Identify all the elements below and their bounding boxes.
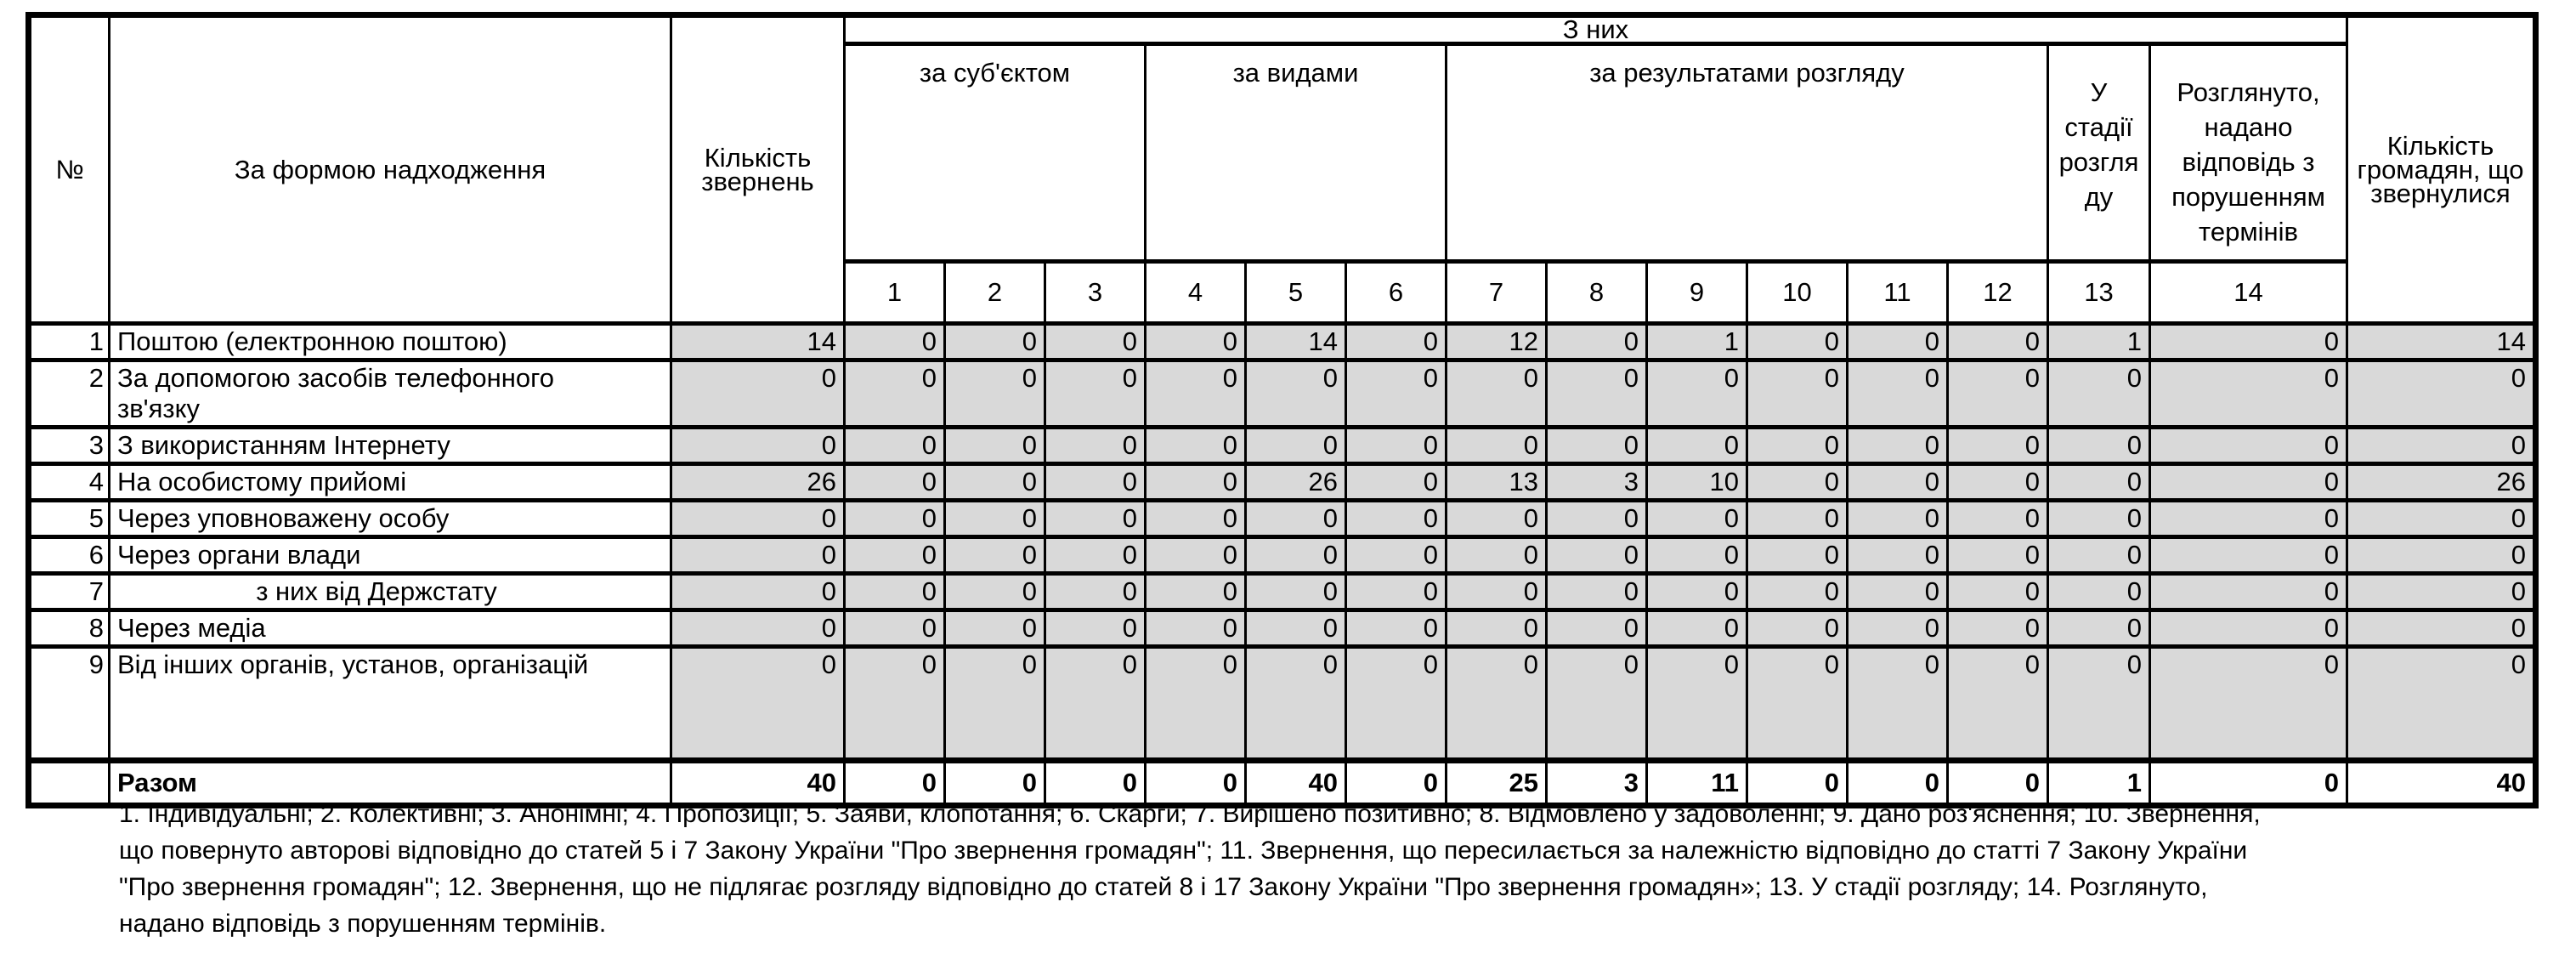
row-value: 0 — [1447, 610, 1547, 647]
row-value: 0 — [945, 537, 1045, 574]
row-citizens: 14 — [2347, 324, 2536, 360]
row-value: 0 — [1045, 610, 1146, 647]
header-group-by-type: за видами — [1146, 44, 1447, 262]
row-citizens: 26 — [2347, 464, 2536, 501]
row-value: 40 — [1246, 761, 1346, 806]
row-value: 0 — [2150, 537, 2347, 574]
row-value: 0 — [945, 574, 1045, 610]
header-form: За формою надходження — [110, 15, 671, 324]
row-number: 6 — [29, 537, 110, 574]
table-row — [29, 324, 2536, 360]
row-value: 0 — [1848, 647, 1948, 761]
row-value: 0 — [1346, 360, 1447, 428]
row-value: 0 — [1747, 428, 1848, 464]
row-value: 0 — [1146, 501, 1246, 537]
row-label: Разом — [110, 761, 671, 806]
row-value: 0 — [1045, 761, 1146, 806]
row-number: 1 — [29, 324, 110, 360]
row-label: З використанням Інтернету — [110, 428, 671, 464]
row-value: 0 — [1747, 501, 1848, 537]
row-value: 0 — [1848, 428, 1948, 464]
row-value: 0 — [1346, 324, 1447, 360]
row-value: 0 — [1447, 647, 1547, 761]
row-value: 0 — [1547, 501, 1647, 537]
row-value: 11 — [1647, 761, 1747, 806]
row-label: За допомогою засобів телефонного зв'язку — [110, 360, 671, 428]
row-value: 0 — [1547, 610, 1647, 647]
row-value: 3 — [1547, 464, 1647, 501]
row-value: 0 — [1848, 610, 1948, 647]
row-value: 0 — [845, 647, 945, 761]
appeals-table — [25, 12, 2539, 808]
row-value: 0 — [1045, 464, 1146, 501]
row-value: 0 — [1747, 647, 1848, 761]
row-value: 0 — [945, 647, 1045, 761]
row-value: 0 — [1647, 574, 1747, 610]
row-count: 0 — [671, 428, 845, 464]
row-value: 0 — [1045, 501, 1146, 537]
header-col-number: 5 — [1246, 262, 1346, 324]
row-value: 0 — [1948, 537, 2048, 574]
row-value: 0 — [2150, 360, 2347, 428]
header-col-number: 2 — [945, 262, 1045, 324]
footnote-line: що повернуто авторові відповідно до статей 5 і 7 Закону України "Про звернення громадян"; 11. Звернення, що пересилається за належністю відповідно до статті 7 Закону України — [119, 837, 2248, 865]
row-value: 0 — [1447, 360, 1547, 428]
row-value: 3 — [1547, 761, 1647, 806]
row-value: 0 — [945, 428, 1045, 464]
row-value: 0 — [1246, 537, 1346, 574]
row-value: 0 — [1747, 574, 1848, 610]
row-value: 0 — [1045, 537, 1146, 574]
row-value: 14 — [1246, 324, 1346, 360]
table-row — [29, 360, 2536, 428]
row-count: 0 — [671, 610, 845, 647]
row-value: 0 — [1346, 464, 1447, 501]
row-value: 0 — [1246, 647, 1346, 761]
row-value: 0 — [1948, 610, 2048, 647]
row-value: 0 — [1447, 428, 1547, 464]
row-citizens: 0 — [2347, 360, 2536, 428]
row-value: 0 — [845, 574, 945, 610]
row-value: 0 — [2150, 761, 2347, 806]
row-value: 0 — [1547, 574, 1647, 610]
row-value: 0 — [845, 501, 945, 537]
row-count: 0 — [671, 360, 845, 428]
header-of-them: З них — [845, 15, 2347, 44]
row-value: 0 — [1246, 360, 1346, 428]
table-row — [29, 501, 2536, 537]
row-value: 0 — [1848, 324, 1948, 360]
row-label: Через органи влади — [110, 537, 671, 574]
row-value: 0 — [2150, 610, 2347, 647]
row-value: 0 — [2150, 647, 2347, 761]
row-value: 0 — [1045, 428, 1146, 464]
row-value: 13 — [1447, 464, 1547, 501]
row-value: 0 — [1848, 537, 1948, 574]
row-value: 0 — [845, 464, 945, 501]
row-count: 0 — [671, 537, 845, 574]
row-value: 0 — [1547, 537, 1647, 574]
row-label: з них від Держстату — [110, 574, 671, 610]
row-value: 0 — [1146, 360, 1246, 428]
row-value: 0 — [1146, 610, 1246, 647]
header-citizens: Кількість громадян, що звернулися — [2347, 15, 2536, 324]
row-value: 0 — [945, 464, 1045, 501]
row-value: 0 — [1447, 574, 1547, 610]
row-value: 0 — [1346, 761, 1447, 806]
row-value: 0 — [1948, 428, 2048, 464]
row-value: 0 — [845, 428, 945, 464]
row-value: 0 — [1747, 761, 1848, 806]
header-count: Кількість звернень — [671, 15, 845, 324]
row-citizens: 0 — [2347, 647, 2536, 761]
row-value: 0 — [1948, 574, 2048, 610]
row-value: 0 — [945, 761, 1045, 806]
row-value: 0 — [2048, 537, 2150, 574]
row-value: 0 — [945, 610, 1045, 647]
header-row-of-them — [29, 15, 2536, 44]
row-number: 8 — [29, 610, 110, 647]
row-number: 4 — [29, 464, 110, 501]
table-body — [29, 324, 2536, 806]
row-value: 0 — [1547, 647, 1647, 761]
row-value: 0 — [1547, 324, 1647, 360]
row-value: 1 — [2048, 761, 2150, 806]
row-value: 0 — [2048, 360, 2150, 428]
row-value: 0 — [1146, 537, 1246, 574]
row-number — [29, 761, 110, 806]
row-value: 0 — [1146, 464, 1246, 501]
row-value: 0 — [1647, 428, 1747, 464]
header-col-number: 9 — [1647, 262, 1747, 324]
row-count: 26 — [671, 464, 845, 501]
row-citizens: 0 — [2347, 574, 2536, 610]
row-value: 0 — [1747, 537, 1848, 574]
row-value: 0 — [1848, 501, 1948, 537]
row-label: Через медіа — [110, 610, 671, 647]
row-value: 0 — [945, 501, 1045, 537]
row-value: 0 — [845, 610, 945, 647]
row-number: 7 — [29, 574, 110, 610]
table-row — [29, 647, 2536, 761]
row-number: 5 — [29, 501, 110, 537]
row-value: 0 — [845, 537, 945, 574]
table-row — [29, 610, 2536, 647]
row-value: 26 — [1246, 464, 1346, 501]
row-value: 0 — [1747, 360, 1848, 428]
row-value: 0 — [1547, 360, 1647, 428]
row-count: 0 — [671, 501, 845, 537]
row-value: 0 — [2150, 428, 2347, 464]
row-value: 0 — [1848, 761, 1948, 806]
row-value: 0 — [1146, 324, 1246, 360]
row-value: 0 — [1045, 574, 1146, 610]
row-value: 10 — [1647, 464, 1747, 501]
header-col-number: 6 — [1346, 262, 1447, 324]
header-group-by-subject: за суб'єктом — [845, 44, 1146, 262]
row-value: 1 — [1647, 324, 1747, 360]
row-value: 0 — [1948, 761, 2048, 806]
row-value: 0 — [1246, 501, 1346, 537]
row-value: 0 — [1647, 360, 1747, 428]
row-value: 0 — [2150, 324, 2347, 360]
header-col-number: 8 — [1547, 262, 1647, 324]
row-value: 0 — [2150, 501, 2347, 537]
row-value: 0 — [1848, 464, 1948, 501]
row-value: 0 — [1647, 647, 1747, 761]
header-col-number: 7 — [1447, 262, 1547, 324]
row-value: 0 — [845, 360, 945, 428]
row-value: 0 — [2150, 574, 2347, 610]
row-value: 0 — [1346, 537, 1447, 574]
row-value: 0 — [1146, 428, 1246, 464]
header-no: № — [29, 15, 110, 324]
row-value: 0 — [1146, 647, 1246, 761]
header-col-number: 13 — [2048, 262, 2150, 324]
row-value: 0 — [2048, 610, 2150, 647]
footnote — [119, 796, 2567, 942]
header-col-number: 11 — [1848, 262, 1948, 324]
footnote-line: 1. Індивідуальні; 2. Колективні; 3. Анонімні; 4. Пропозиції; 5. Заяви, клопотання; 6. Скарги; 7. Вирішено позитивно; 8. Відмовлено у задоволенні; 9. Дано роз'яснення; 10. Звернення, — [119, 800, 2261, 828]
row-value: 0 — [2048, 647, 2150, 761]
header-col-number: 12 — [1948, 262, 2048, 324]
header-col-number: 10 — [1747, 262, 1848, 324]
row-count: 0 — [671, 647, 845, 761]
table-row — [29, 574, 2536, 610]
row-label: Поштою (електронною поштою) — [110, 324, 671, 360]
row-citizens: 0 — [2347, 537, 2536, 574]
header-group-in-progress: У стадії розгляду — [2048, 44, 2150, 262]
row-citizens: 40 — [2347, 761, 2536, 806]
row-label: На особистому прийомі — [110, 464, 671, 501]
row-value: 0 — [2048, 501, 2150, 537]
header-group-overdue: Розглянуто, надано відповідь з порушенням термінів — [2150, 44, 2347, 262]
footnote-line: "Про звернення громадян"; 12. Звернення, що не підлягає розгляду відповідно до статей 8 і 17 Закону України "Про звернення громадян»; 13. У стадії розгляду; 14. Розглянуто, — [119, 873, 2208, 901]
row-value: 0 — [2150, 464, 2347, 501]
row-citizens: 0 — [2347, 501, 2536, 537]
row-value: 0 — [1848, 574, 1948, 610]
row-value: 0 — [1346, 428, 1447, 464]
row-value: 0 — [1747, 464, 1848, 501]
row-value: 0 — [1146, 574, 1246, 610]
row-value: 0 — [1346, 610, 1447, 647]
row-value: 25 — [1447, 761, 1547, 806]
row-value: 0 — [1246, 428, 1346, 464]
row-value: 0 — [1948, 464, 2048, 501]
row-label: Через уповноважену особу — [110, 501, 671, 537]
row-number: 9 — [29, 647, 110, 761]
row-value: 0 — [1447, 537, 1547, 574]
header-col-number: 4 — [1146, 262, 1246, 324]
row-value: 0 — [1346, 574, 1447, 610]
row-value: 0 — [1948, 324, 2048, 360]
row-value: 0 — [1747, 610, 1848, 647]
table-row — [29, 428, 2536, 464]
row-value: 0 — [1647, 610, 1747, 647]
row-value: 0 — [945, 324, 1045, 360]
row-value: 1 — [2048, 324, 2150, 360]
table-row — [29, 464, 2536, 501]
row-value: 0 — [1447, 501, 1547, 537]
row-value: 0 — [1948, 360, 2048, 428]
row-value: 0 — [1045, 360, 1146, 428]
row-value: 0 — [1246, 610, 1346, 647]
row-count: 0 — [671, 574, 845, 610]
row-value: 0 — [1146, 761, 1246, 806]
row-value: 0 — [1647, 537, 1747, 574]
row-value: 0 — [1547, 428, 1647, 464]
row-value: 0 — [945, 360, 1045, 428]
header-col-number: 3 — [1045, 262, 1146, 324]
row-citizens: 0 — [2347, 610, 2536, 647]
row-number: 2 — [29, 360, 110, 428]
row-value: 0 — [845, 324, 945, 360]
row-count: 14 — [671, 324, 845, 360]
row-value: 0 — [845, 761, 945, 806]
table-row — [29, 537, 2536, 574]
row-value: 0 — [1045, 324, 1146, 360]
footnote-line: надано відповідь з порушенням термінів. — [119, 910, 607, 938]
row-label: Від інших органів, установ, організацій — [110, 647, 671, 761]
row-value: 0 — [2048, 428, 2150, 464]
row-value: 0 — [1747, 324, 1848, 360]
row-value: 0 — [1848, 360, 1948, 428]
row-value: 0 — [2048, 574, 2150, 610]
row-value: 0 — [2048, 464, 2150, 501]
header-col-number: 14 — [2150, 262, 2347, 324]
row-number: 3 — [29, 428, 110, 464]
row-value: 0 — [1246, 574, 1346, 610]
row-value: 0 — [1045, 647, 1146, 761]
header-col-number: 1 — [845, 262, 945, 324]
row-value: 12 — [1447, 324, 1547, 360]
row-value: 0 — [1647, 501, 1747, 537]
row-count: 40 — [671, 761, 845, 806]
row-citizens: 0 — [2347, 428, 2536, 464]
header-group-by-result: за результатами розгляду — [1447, 44, 2048, 262]
row-value: 0 — [1346, 501, 1447, 537]
row-value: 0 — [1948, 647, 2048, 761]
row-value: 0 — [1948, 501, 2048, 537]
row-value: 0 — [1346, 647, 1447, 761]
